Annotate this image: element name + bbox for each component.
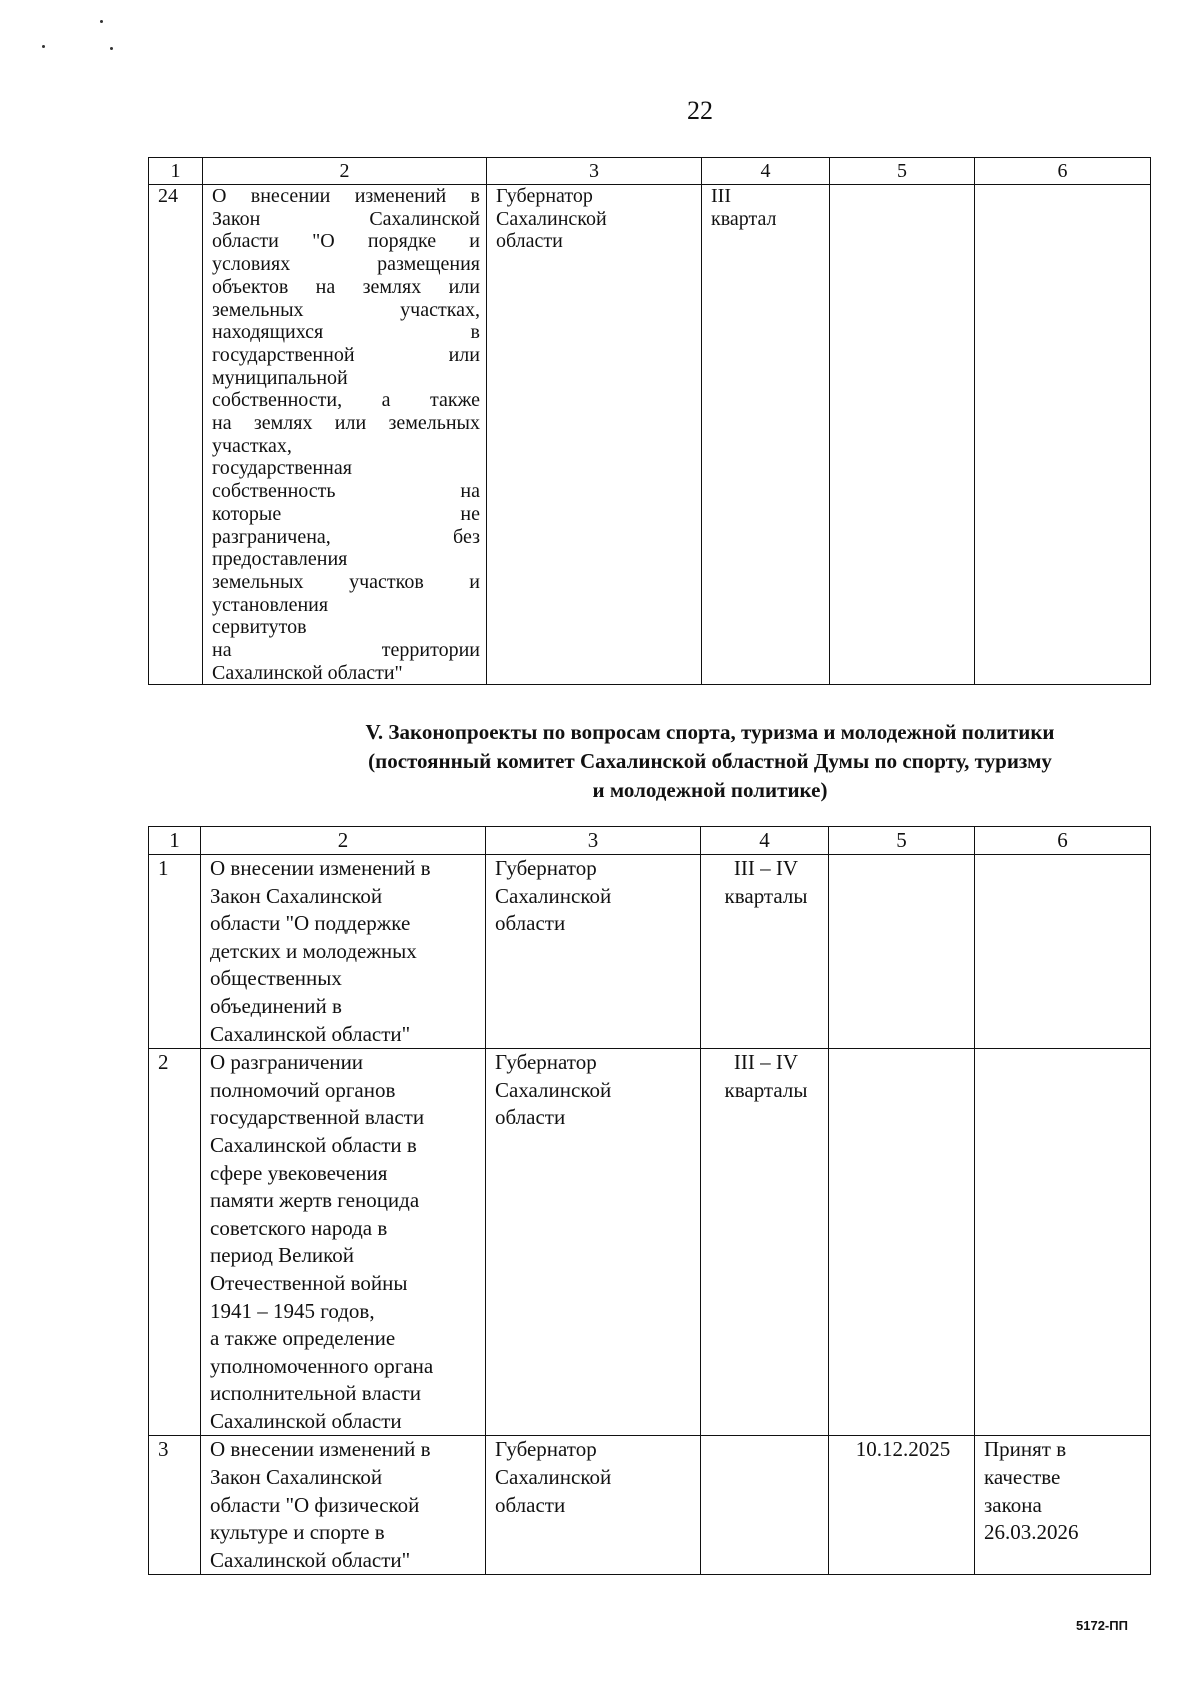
legislation-table-continued <box>148 157 1151 685</box>
bill-term: III – IV кварталы <box>701 855 829 1049</box>
row-number: 3 <box>149 1436 201 1575</box>
table-row <box>149 1049 1151 1436</box>
bill-title-line: государственной или <box>212 343 480 366</box>
bill-date <box>829 1049 975 1436</box>
bill-author: Губернатор Сахалинской области <box>487 185 702 685</box>
bill-title-line: которые не <box>212 502 480 525</box>
bill-date <box>829 855 975 1049</box>
header-cell: 5 <box>830 158 975 185</box>
bill-title-line: собственности, а также <box>212 389 480 412</box>
bill-title-line: установления <box>212 593 329 616</box>
bill-title-line: земельных участков и <box>212 570 480 593</box>
bill-title-line: государственная <box>212 457 352 480</box>
header-cell: 4 <box>701 827 829 855</box>
bill-title-line: земельных участках, <box>212 298 480 321</box>
bill-title-line: участках, <box>212 434 292 457</box>
bill-note <box>975 185 1151 685</box>
bill-title-line: сервитутов <box>212 616 307 639</box>
bill-note <box>975 1049 1151 1436</box>
table-row <box>149 855 1151 1049</box>
bill-title-line: Сахалинской области" <box>212 661 403 684</box>
table-row <box>149 185 1151 685</box>
bill-title-line: области "О порядке и <box>212 230 480 253</box>
scan-speck <box>42 45 45 48</box>
section-heading: V. Законопроекты по вопросам спорта, туризма и молодежной политики (постоянный комитет Сахалинской областной Думы по спорту, туризму и молодежной политике) <box>365 720 1055 802</box>
bill-title-line: условиях размещения <box>212 253 480 276</box>
table-header-row <box>149 158 1151 185</box>
bill-title-line: предоставления <box>212 548 348 571</box>
bill-title-line: на землях или земельных <box>212 412 480 435</box>
bill-term: III квартал <box>702 185 830 685</box>
scan-speck <box>110 47 113 50</box>
bill-author: Губернатор Сахалинской области <box>486 1049 701 1436</box>
bill-term <box>701 1436 829 1575</box>
bill-title-line: объектов на землях или <box>212 275 480 298</box>
bill-title-line: разграничена, без <box>212 525 480 548</box>
header-cell: 2 <box>203 158 487 185</box>
header-cell: 3 <box>487 158 702 185</box>
header-cell: 2 <box>201 827 486 855</box>
bill-title: О внесении изменений в Закон Сахалинской области "О физической культуре и спорте в Сахалинской области" <box>201 1436 486 1575</box>
header-cell: 5 <box>829 827 975 855</box>
bill-term: III – IV кварталы <box>701 1049 829 1436</box>
header-cell: 1 <box>149 827 201 855</box>
bill-note <box>975 855 1151 1049</box>
bill-author: Губернатор Сахалинской области <box>486 1436 701 1575</box>
bill-title-text <box>212 185 480 684</box>
header-cell: 3 <box>486 827 701 855</box>
row-number: 24 <box>149 185 203 685</box>
document-code: 5172-ПП <box>1076 1618 1128 1633</box>
table-header-row <box>149 827 1151 855</box>
bill-title: О разграничении полномочий органов государственной власти Сахалинской области в сфере увековечения памяти жертв геноцида советского народа в период Великой Отечественной войны 1941 – 1945 годов, а также определение уполномоченного органа исполнительной власти Сахалинской области <box>201 1049 486 1436</box>
bill-title-line: собственность на <box>212 480 480 503</box>
bill-note: Принят в качестве закона 26.03.2026 <box>975 1436 1151 1575</box>
bill-title-line: О внесении изменений в <box>212 185 480 207</box>
sports-legislation-table <box>148 826 1151 1575</box>
header-cell: 6 <box>975 158 1151 185</box>
bill-date <box>830 185 975 685</box>
row-number: 1 <box>149 855 201 1049</box>
row-number: 2 <box>149 1049 201 1436</box>
header-cell: 6 <box>975 827 1151 855</box>
page-number: 22 <box>687 96 713 125</box>
bill-title: О внесении изменений в Закон Сахалинской области "О поддержке детских и молодежных общественных объединений в Сахалинской области" <box>201 855 486 1049</box>
header-cell: 4 <box>702 158 830 185</box>
bill-title-line: на территории <box>212 639 480 662</box>
header-cell: 1 <box>149 158 203 185</box>
bill-title-line: находящихся в <box>212 321 480 344</box>
bill-title <box>203 185 487 685</box>
table-row <box>149 1436 1151 1575</box>
bill-title-line: Закон Сахалинской <box>212 207 480 230</box>
bill-title-line: муниципальной <box>212 366 348 389</box>
bill-date: 10.12.2025 <box>829 1436 975 1575</box>
scan-speck <box>100 20 103 23</box>
bill-author: Губернатор Сахалинской области <box>486 855 701 1049</box>
